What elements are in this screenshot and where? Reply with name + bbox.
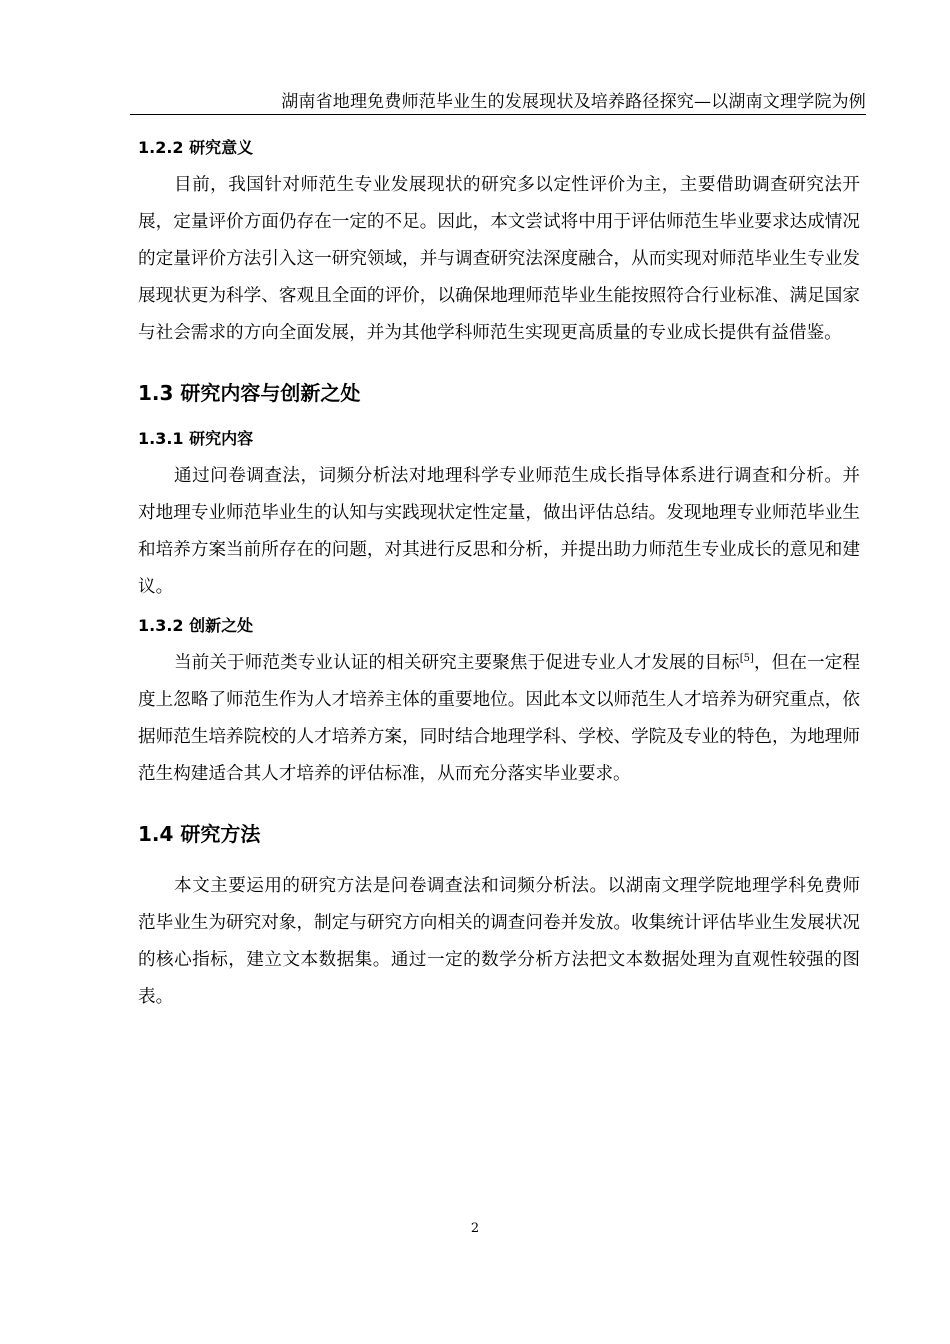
- paragraph-innovation: [138, 645, 860, 793]
- running-header: [130, 92, 866, 115]
- running-header-title: 湖南省地理免费师范毕业生的发展现状及培养路径探究—以湖南文理学院为例: [281, 92, 866, 112]
- paragraph-research-methods: 本文主要运用的研究方法是问卷调查法和词频分析法。以湖南文理学院地理学科免费师范毕业生为研究对象，制定与研究方向相关的调查问卷并发放。收集统计评估毕业生发展状况的核心指标，建立文本数据集。通过一定的数学分析方法把文本数据处理为直观性较强的图表。: [138, 876, 860, 1007]
- heading-1-4: 1.4 研究方法: [138, 822, 261, 846]
- citation-reference: [5]: [739, 653, 754, 664]
- heading-1-2-2: 1.2.2 研究意义: [138, 138, 254, 157]
- page-body: [138, 136, 860, 1016]
- heading-1-3: 1.3 研究内容与创新之处: [138, 381, 361, 405]
- innovation-text-start: 当前关于师范类专业认证的相关研究主要聚焦于促进专业人才发展的目标: [174, 653, 740, 673]
- heading-1-3-1: 1.3.1 研究内容: [138, 429, 254, 448]
- paragraph-research-content: 通过问卷调查法，词频分析法对地理科学专业师范生成长指导体系进行调查和分析。并对地理专业师范毕业生的认知与实践现状定性定量，做出评估总结。发现地理专业师范毕业生和培养方案当前所存在的问题，对其进行反思和分析，并提出助力师范生专业成长的意见和建议。: [138, 466, 860, 597]
- paragraph-research-significance: 目前，我国针对师范生专业发展现状的研究多以定性评价为主，主要借助调查研究法开展，定量评价方面仍存在一定的不足。因此，本文尝试将中用于评估师范生毕业要求达成情况的定量评价方法引入这一研究领域，并与调查研究法深度融合，从而实现对师范毕业生专业发展现状更为科学、客观且全面的评价，以确保地理师范毕业生能按照符合行业标准、满足国家与社会需求的方向全面发展，并为其他学科师范生实现更高质量的专业成长提供有益借鉴。: [138, 175, 860, 343]
- heading-1-3-2: 1.3.2 创新之处: [138, 616, 254, 635]
- innovation-text-end: ，但在一定程度上忽略了师范生作为人才培养主体的重要地位。因此本文以师范生人才培养为研究重点，依据师范生培养院校的人才培养方案，同时结合地理学科、学校、学院及专业的特色，为地理师范生构建适合其人才培养的评估标准，从而充分落实毕业要求。: [138, 653, 860, 784]
- page-number: 2: [470, 1221, 480, 1236]
